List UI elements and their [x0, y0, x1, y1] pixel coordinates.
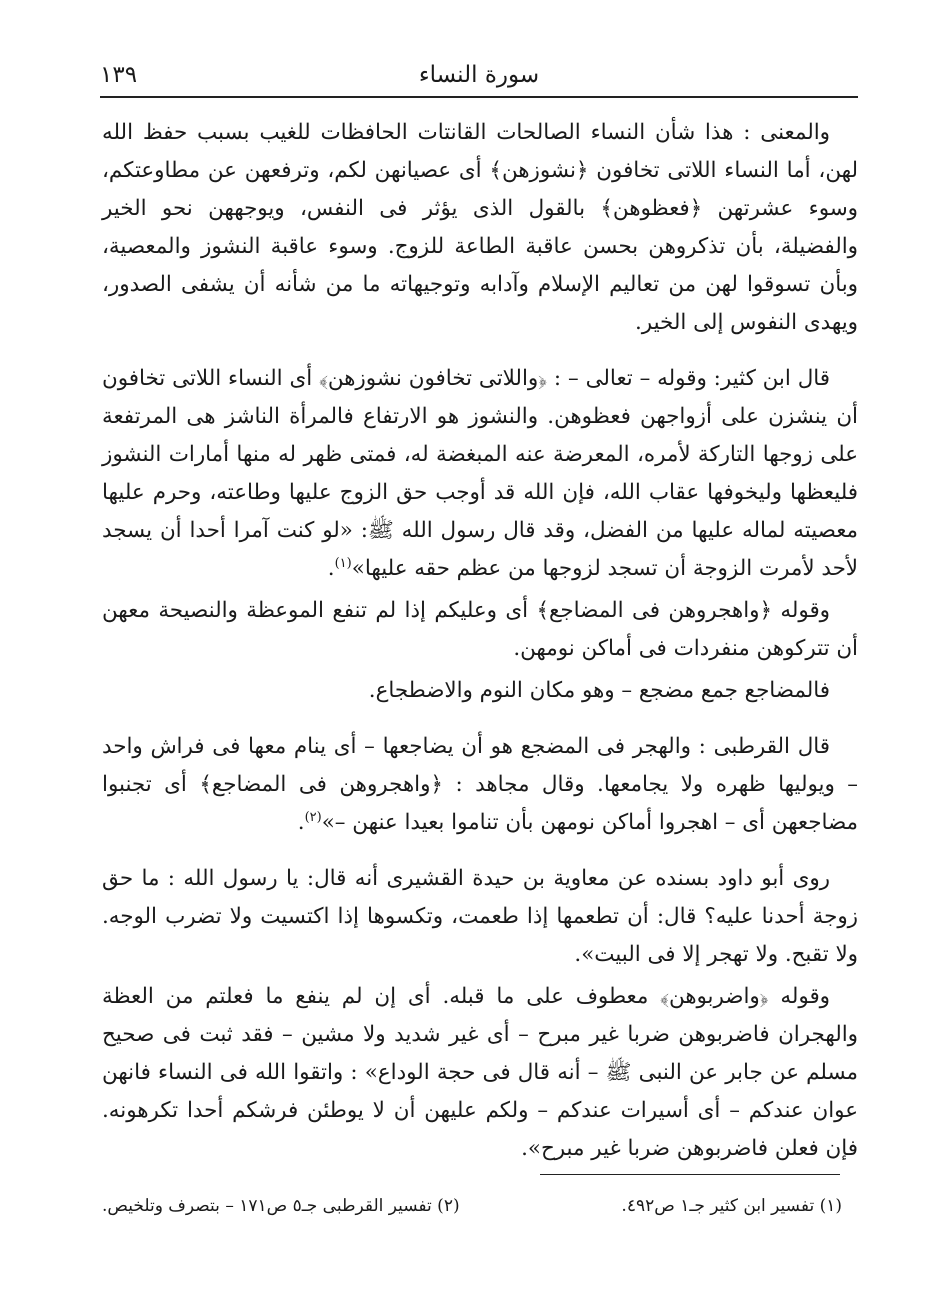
paragraph-text: فالمضاجع جمع مضجع – وهو مكان النوم والاضطجاع.	[368, 678, 830, 703]
footnote-1: (١) تفسير ابن كثير جـ١ ص٤٩٢.	[621, 1196, 842, 1216]
paragraph-hajr	[102, 592, 858, 668]
sentence-end: .	[327, 556, 335, 581]
page-header	[100, 58, 858, 94]
footnote-separator	[540, 1174, 840, 1175]
sentence-end: .	[297, 810, 305, 835]
paragraph-darb	[102, 978, 858, 1168]
paragraph-text: والمعنى : هذا شأن النساء الصالحات القانتات الحافظات للغيب بسبب حفظ الله لهن، أما النساء اللاتى تخافون ﴿نشوزهن﴾ أى عصيانهن لكم، وترفعهن عن مطاوعتكم، وسوء عشرتهن ﴿فعظوهن﴾ بالقول الذى يؤثر فى النفس، ويوجههن نحو الخير والفضيلة، بأن تذكروهن بحسن عاقبة الطاعة للزوج. وسوء عاقبة النشوز والمعصية، وبأن تسوقوا لهن من تعاليم الإسلام وآدابه وتوجيهاته ما من شأنه أن يشفى الصدور، ويهدى النفوس إلى الخير.	[102, 120, 858, 335]
paragraph-qurtubi	[102, 728, 858, 842]
paragraph-text: روى أبو داود بسنده عن معاوية بن حيدة القشيرى أنه قال: يا رسول الله : ما حق زوجة أحدنا عليه؟ قال: أن تطعمها إذا طعمت، وتكسوها إذا اكتسيت ولا تضرب الوجه. ولا تقبح. ولا تهجر إلا فى البيت».	[102, 866, 858, 967]
page-body	[102, 114, 858, 1168]
paragraph-ibn-kathir	[102, 360, 858, 588]
paragraph-meaning	[102, 114, 858, 342]
paragraph-abu-dawud	[102, 860, 858, 974]
paragraph-text: قال القرطبى : والهجر فى المضجع هو أن يضاجعها – أى ينام معها فى فراش واحد – ويوليها ظهره ولا يجامعها. وقال مجاهد : ﴿واهجروهن فى المضاجع﴾ أى تجنبوا مضاجعهن أى – اهجروا أماكن نومهن بأن تناموا بعيدا عنهن –»	[102, 734, 858, 835]
paragraph-text: وقوله ﴿واضربوهن﴾ معطوف على ما قبله. أى إن لم ينفع ما فعلتم من العظة والهجران فاضربوهن ضربا غير مبرح – أى غير شديد ولا مشين – فقد ثبت فى صحيح مسلم عن جابر عن النبى ﷺ – أنه قال فى حجة الوداع» : واتقوا الله فى النساء فانهن عوان عندكم – أى أسيرات عندكم – ولكم عليهن أن لا يوطئن فرشكم أحدا تكرهونه. فإن فعلن فاضربوهن ضربا غير مبرح».	[102, 984, 858, 1161]
footnote-2: (٢) تفسير القرطبى جـ٥ ص١٧١ – بتصرف وتلخيص.	[102, 1196, 460, 1216]
footnotes	[102, 1196, 842, 1216]
footnote-ref-2: (٢)	[304, 809, 322, 825]
paragraph-madajie	[102, 672, 858, 710]
footnote-ref-1: (١)	[334, 555, 352, 571]
page-number: ١٣٩	[100, 62, 138, 88]
paragraph-text: وقوله ﴿واهجروهن فى المضاجع﴾ أى وعليكم إذا لم تنفع الموعظة والنصيحة معهن أن تتركوهن منفردات فى أماكن نومهن.	[102, 598, 858, 661]
paragraph-text: قال ابن كثير: وقوله – تعالى – : ﴿واللاتى تخافون نشوزهن﴾ أى النساء اللاتى تخافون أن ينشزن على أزواجهن فعظوهن. والنشوز هو الارتفاع فالمرأة الناشز هى المرتفعة على زوجها التاركة لأمره، المعرضة عنه المبغضة له، فمتى ظهر له منها أمارات النشوز فليعظها وليخوفها عقاب الله، فإن الله قد أوجب حق الزوج عليها وطاعته، وحرم عليها معصيته لماله عليها من الفضل، وقد قال رسول الله ﷺ: «لو كنت آمرا أحدا أن يسجد لأحد لأمرت الزوجة أن تسجد لزوجها من عظم حقه عليها»	[102, 366, 858, 581]
running-title: سورة النساء	[418, 62, 540, 88]
header-rule	[100, 96, 858, 98]
